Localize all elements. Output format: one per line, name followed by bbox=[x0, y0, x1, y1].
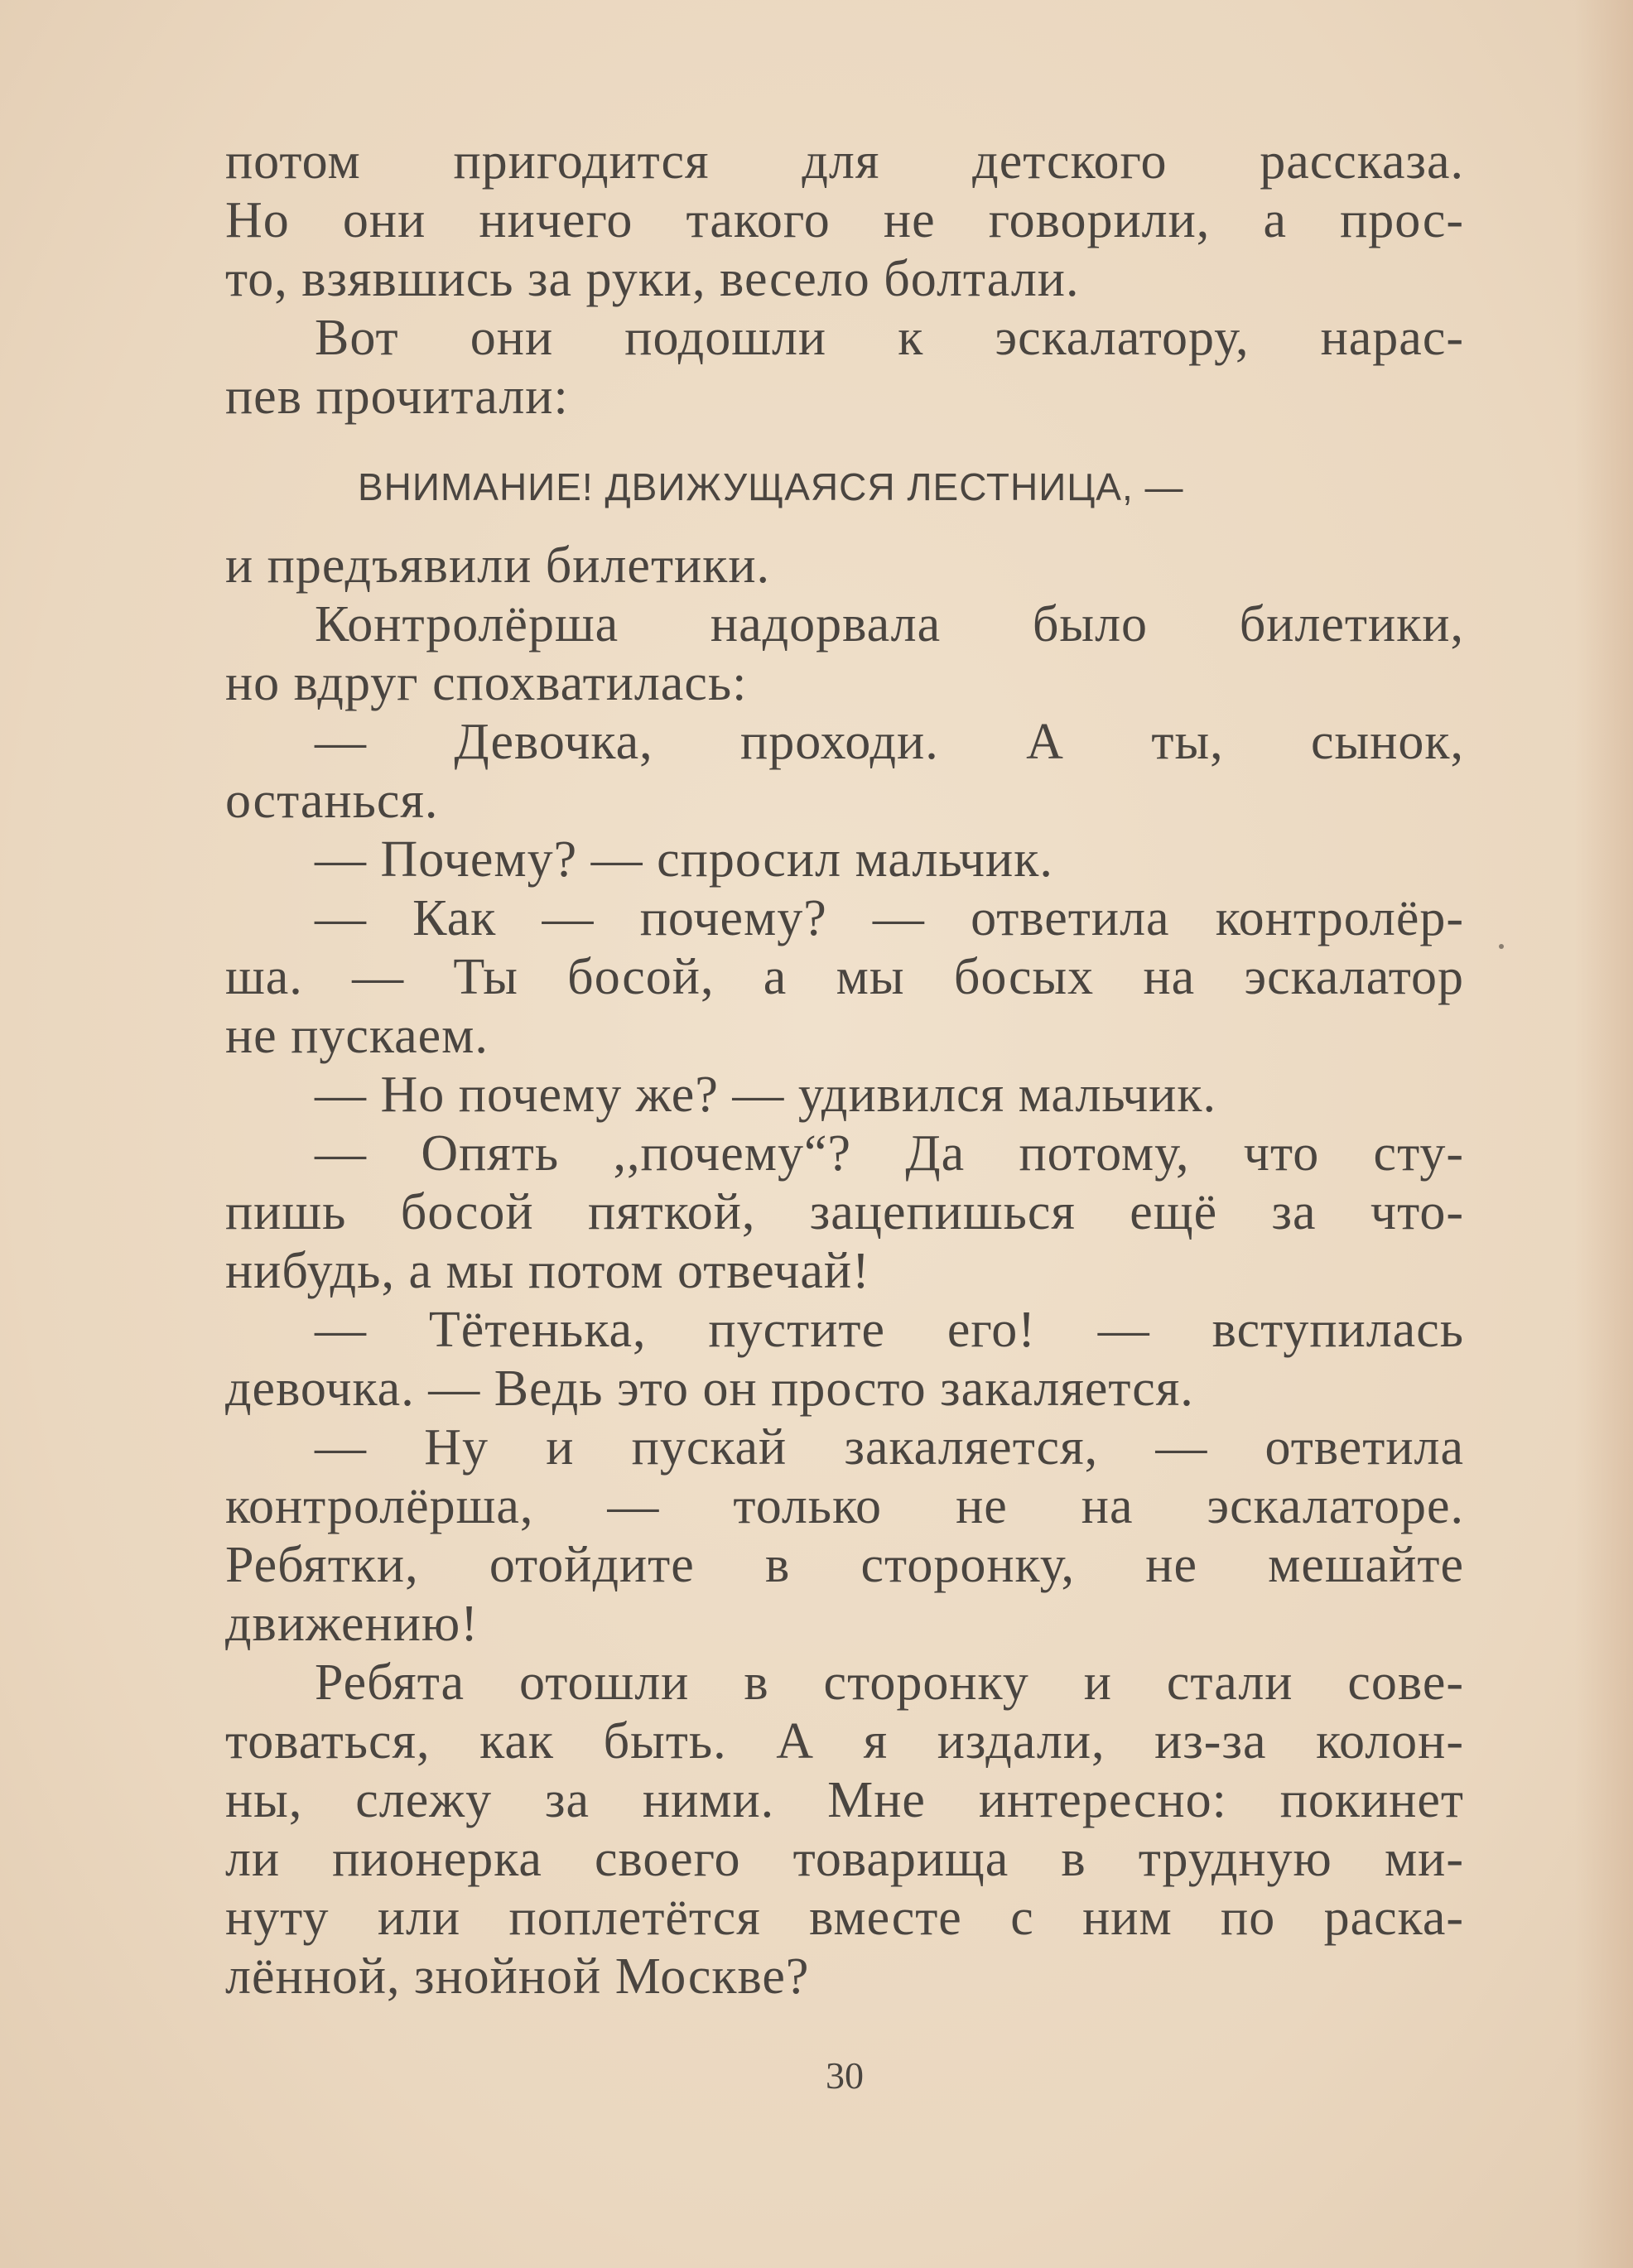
text-line: Но они ничего такого не говорили, а прос- bbox=[225, 192, 1464, 248]
text-line: не пускаем. bbox=[225, 1008, 489, 1064]
page-edge-shadow bbox=[1575, 0, 1633, 2268]
ink-speck bbox=[1499, 944, 1504, 949]
text-line: движению! bbox=[225, 1596, 479, 1652]
text-line: но вдруг спохватилась: bbox=[225, 655, 748, 711]
text-line: пишь босой пяткой, зацепишься ещё за что- bbox=[225, 1184, 1464, 1240]
text-line: — Девочка, проходи. А ты, сынок, bbox=[315, 714, 1464, 770]
page-number: 30 bbox=[826, 2054, 864, 2097]
text-line: контролёрша, — только не на эскалаторе. bbox=[225, 1478, 1464, 1534]
text-line: Контролёрша надорвала было билетики, bbox=[315, 596, 1464, 652]
text-line: пев прочитали: bbox=[225, 368, 569, 425]
text-line: Вот они подошли к эскалатору, нарас- bbox=[315, 310, 1464, 366]
escalator-notice: ВНИМАНИЕ! ДВИЖУЩАЯСЯ ЛЕСТНИЦА, — bbox=[358, 465, 1184, 508]
text-line: лённой, знойной Москве? bbox=[225, 1948, 810, 2005]
text-line: ны, слежу за ними. Мне интересно: покинет bbox=[225, 1772, 1464, 1828]
text-line: то, взявшись за руки, весело болтали. bbox=[225, 251, 1080, 307]
text-line: Ребятки, отойдите в сторонку, не мешайте bbox=[225, 1537, 1464, 1593]
text-line: девочка. — Ведь это он просто закаляется. bbox=[225, 1360, 1194, 1417]
text-line: — Но почему же? — удивился мальчик. bbox=[315, 1067, 1216, 1123]
text-line: нибудь, а мы потом отвечай! bbox=[225, 1243, 870, 1299]
text-line: товаться, как быть. А я издали, из-за колон- bbox=[225, 1713, 1464, 1770]
text-line: — Как — почему? — ответила контролёр- bbox=[315, 890, 1464, 946]
page-text bbox=[225, 132, 1464, 2006]
text-line: нуту или поплетётся вместе с ним по раска- bbox=[225, 1890, 1464, 1946]
text-line: — Ну и пускай закаляется, — ответила bbox=[315, 1419, 1464, 1476]
text-line: — Тётенька, пустите его! — вступилась bbox=[315, 1302, 1464, 1358]
text-line: и предъявили билетики. bbox=[225, 537, 771, 594]
paragraphs-before-notice bbox=[225, 132, 1464, 426]
text-line: — Опять ,,почему“? Да потому, что сту- bbox=[315, 1125, 1464, 1182]
text-line: ли пионерка своего товарища в трудную ми- bbox=[225, 1831, 1464, 1887]
text-line: — Почему? — спросил мальчик. bbox=[315, 831, 1053, 888]
text-line: останься. bbox=[225, 773, 439, 829]
text-line: Ребята отошли в сторонку и стали сове- bbox=[315, 1654, 1464, 1711]
text-line: ша. — Ты босой, а мы босых на эскалатор bbox=[225, 949, 1464, 1005]
paragraphs-after-notice bbox=[225, 537, 1464, 2006]
text-line: потом пригодится для детского рассказа. bbox=[225, 133, 1464, 190]
